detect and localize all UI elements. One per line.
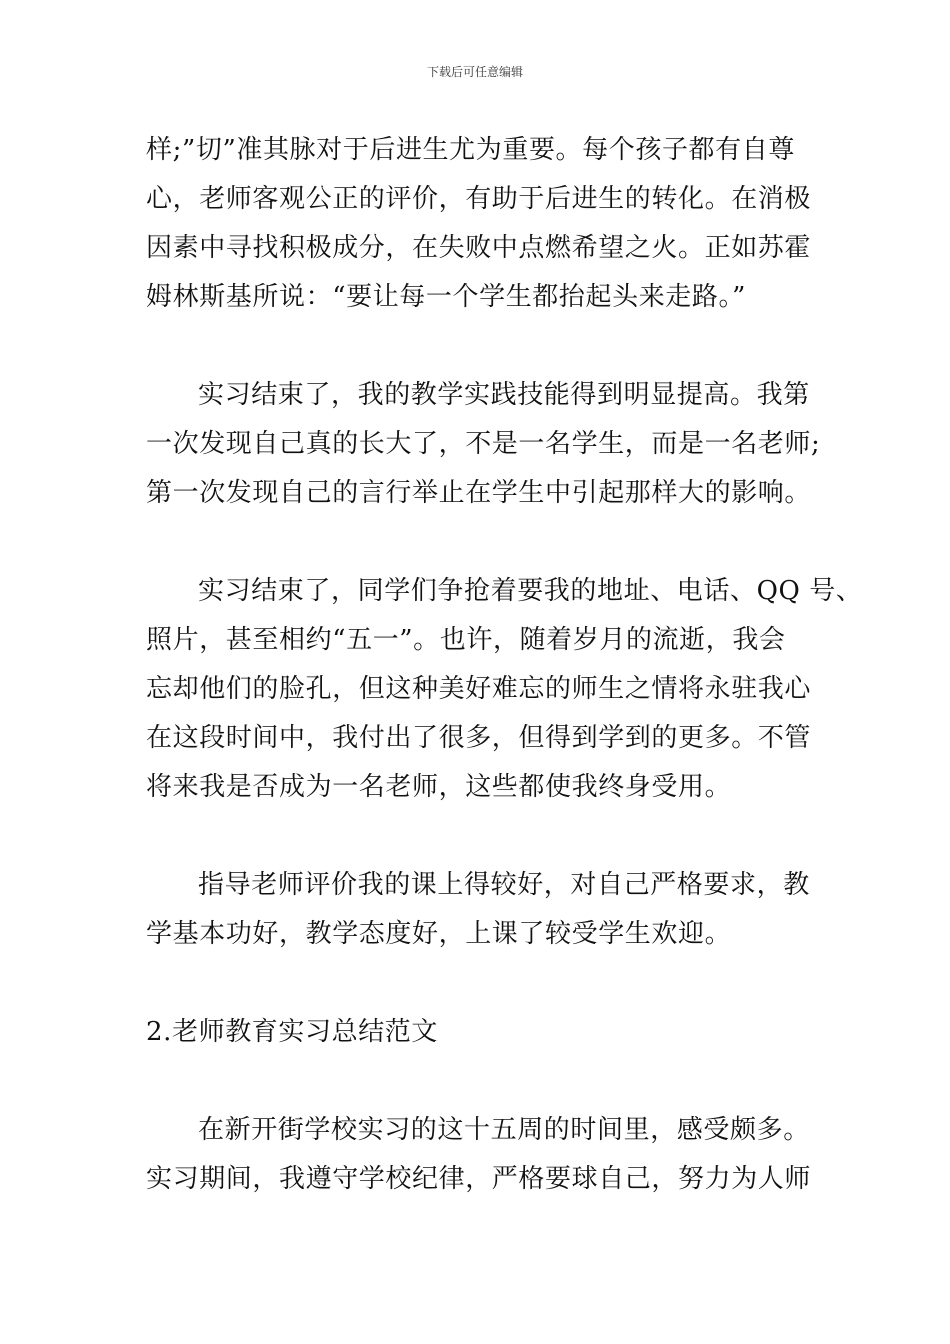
text-line: 忘却他们的脸孔，但这种美好难忘的师生之情将永驻我心 [146, 674, 812, 704]
text-line: 一次发现自己真的长大了，不是一名学生，而是一名老师; [146, 429, 821, 459]
paragraph-4 [146, 861, 814, 959]
text-line: 因素中寻找积极成分，在失败中点燃希望之火。正如苏霍 [146, 233, 812, 263]
paragraph-2 [146, 371, 821, 518]
paragraph-3 [146, 567, 863, 812]
text-line: 姆林斯基所说：“要让每一个学生都抬起头来走路。” [146, 282, 746, 312]
header-note: 下载后可任意编辑 [426, 65, 523, 79]
paragraph-5 [146, 1106, 814, 1204]
document-body [146, 126, 863, 1253]
text-line: 照片，甚至相约“五一”。也许，随着岁月的流逝，我会 [146, 625, 786, 655]
section-heading: 2.老师教育实习总结范文 [146, 1017, 439, 1047]
text-line: 学基本功好，教学态度好，上课了较受学生欢迎。 [146, 919, 732, 949]
text-line: 第一次发现自己的言行举止在学生中引起那样大的影响。 [146, 478, 812, 508]
text-line: 在这段时间中，我付出了很多，但得到学到的更多。不管 [146, 723, 812, 753]
text-line: 心，老师客观公正的评价，有助于后进生的转化。在消极 [146, 184, 812, 214]
text-line: 将来我是否成为一名老师，这些都使我终身受用。 [146, 772, 732, 802]
text-line: 样;”切”准其脉对于后进生尤为重要。每个孩子都有自尊 [146, 135, 795, 165]
text-line: 指导老师评价我的课上得较好，对自己严格要求，教 [198, 870, 810, 900]
text-line: 实习期间，我遵守学校纪律，严格要球自己，努力为人师 [146, 1164, 812, 1194]
text-line: 在新开街学校实习的这十五周的时间里，感受颇多。 [198, 1115, 810, 1145]
paragraph-1 [146, 126, 814, 322]
text-line: 实习结束了，我的教学实践技能得到明显提高。我第 [198, 380, 810, 410]
text-line: 实习结束了，同学们争抢着要我的地址、电话、QQ 号、 [198, 576, 863, 606]
